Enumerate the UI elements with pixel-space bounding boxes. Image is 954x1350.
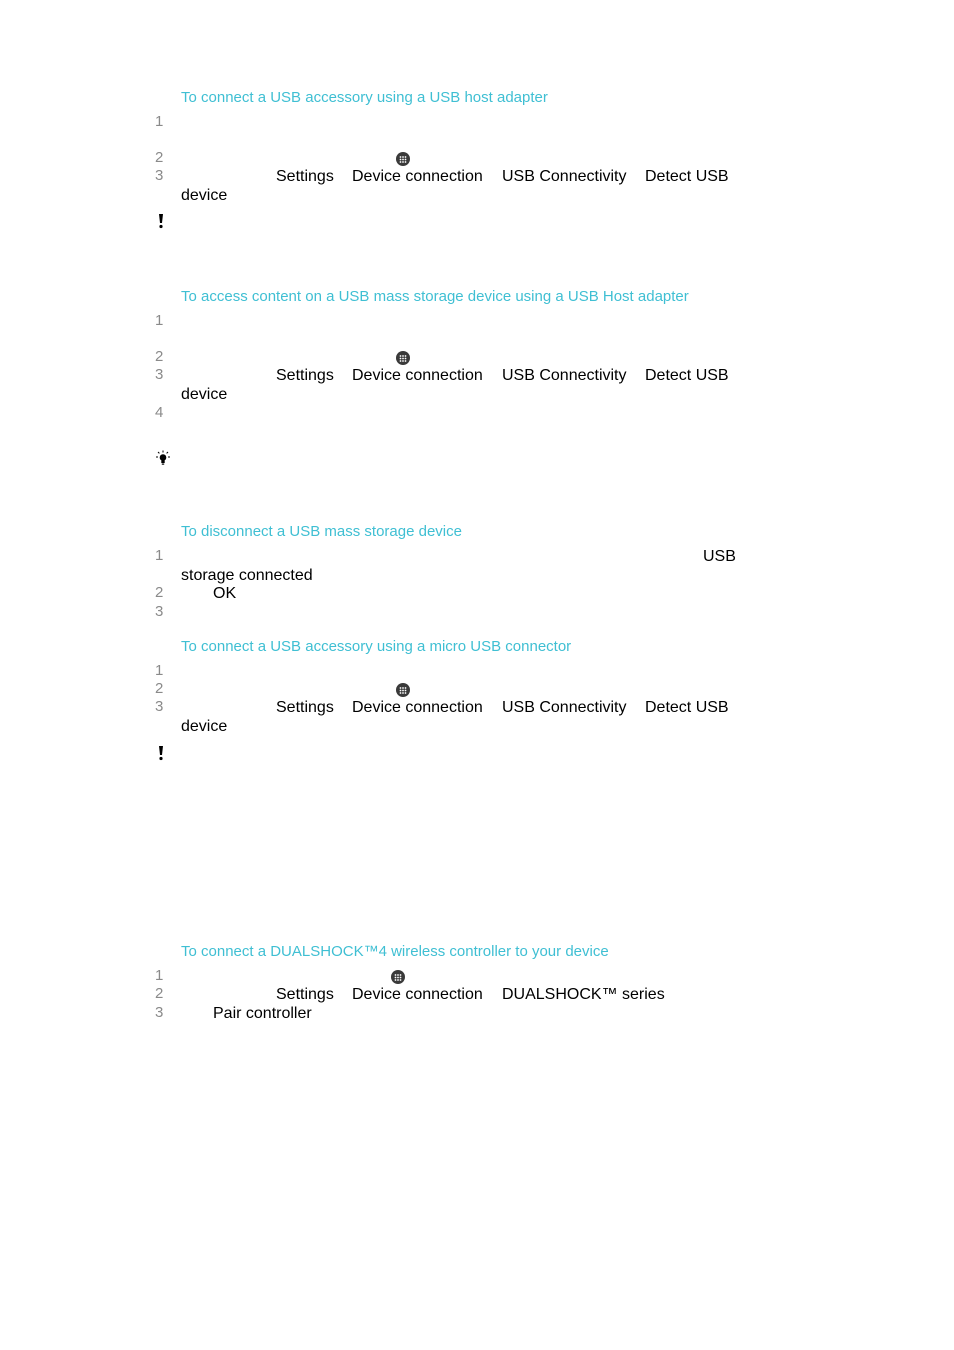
step-number: 2 bbox=[155, 348, 164, 365]
ok-button-label: OK bbox=[213, 585, 237, 602]
step-number: 1 bbox=[155, 113, 164, 130]
settings-path-item: Detect USB bbox=[645, 168, 729, 185]
apps-grid-icon bbox=[396, 351, 410, 365]
step-number: 1 bbox=[155, 312, 164, 329]
step-number: 1 bbox=[155, 547, 164, 564]
status-label: storage connected bbox=[181, 567, 313, 584]
step-number: 3 bbox=[155, 698, 164, 715]
settings-path-item: USB Connectivity bbox=[502, 367, 627, 384]
settings-path-item: Settings bbox=[276, 168, 334, 185]
step-number: 3 bbox=[155, 1004, 164, 1021]
apps-grid-icon bbox=[396, 152, 410, 166]
status-label: USB bbox=[703, 548, 736, 565]
settings-path-item: Device connection bbox=[352, 367, 483, 384]
step-number: 2 bbox=[155, 584, 164, 601]
settings-path-item: USB Connectivity bbox=[502, 699, 627, 716]
settings-path-item: device bbox=[181, 718, 228, 735]
section-heading: To disconnect a USB mass storage device bbox=[181, 523, 462, 540]
section-heading: To connect a DUALSHOCK™4 wireless controller to your device bbox=[181, 943, 609, 960]
step-number: 2 bbox=[155, 149, 164, 166]
settings-path-item: Device connection bbox=[352, 699, 483, 716]
settings-path-item: Detect USB bbox=[645, 699, 729, 716]
settings-path-item: Device connection bbox=[352, 986, 483, 1003]
step-number: 3 bbox=[155, 167, 164, 184]
step-number: 1 bbox=[155, 662, 164, 679]
section-heading: To connect a USB accessory using a USB host adapter bbox=[181, 89, 548, 106]
settings-path-item: DUALSHOCK™ series bbox=[502, 986, 665, 1003]
step-number: 1 bbox=[155, 967, 164, 984]
section-heading: To access content on a USB mass storage device using a USB Host adapter bbox=[181, 288, 689, 305]
exclamation-icon bbox=[157, 745, 165, 761]
pair-controller-label: Pair controller bbox=[213, 1005, 312, 1022]
apps-grid-icon bbox=[396, 683, 410, 697]
settings-path-item: device bbox=[181, 187, 228, 204]
settings-path-item: Device connection bbox=[352, 168, 483, 185]
settings-path-item: Settings bbox=[276, 699, 334, 716]
step-number: 2 bbox=[155, 680, 164, 697]
step-number: 3 bbox=[155, 366, 164, 383]
settings-path-item: Settings bbox=[276, 367, 334, 384]
settings-path-item: Settings bbox=[276, 986, 334, 1003]
apps-grid-icon bbox=[391, 970, 405, 984]
section-heading: To connect a USB accessory using a micro USB connector bbox=[181, 638, 572, 655]
lightbulb-icon bbox=[155, 450, 171, 466]
settings-path-item: USB Connectivity bbox=[502, 168, 627, 185]
step-number: 4 bbox=[155, 404, 164, 421]
exclamation-icon bbox=[157, 213, 165, 229]
step-number: 3 bbox=[155, 603, 164, 620]
settings-path-item: Detect USB bbox=[645, 367, 729, 384]
step-number: 2 bbox=[155, 985, 164, 1002]
settings-path-item: device bbox=[181, 386, 228, 403]
